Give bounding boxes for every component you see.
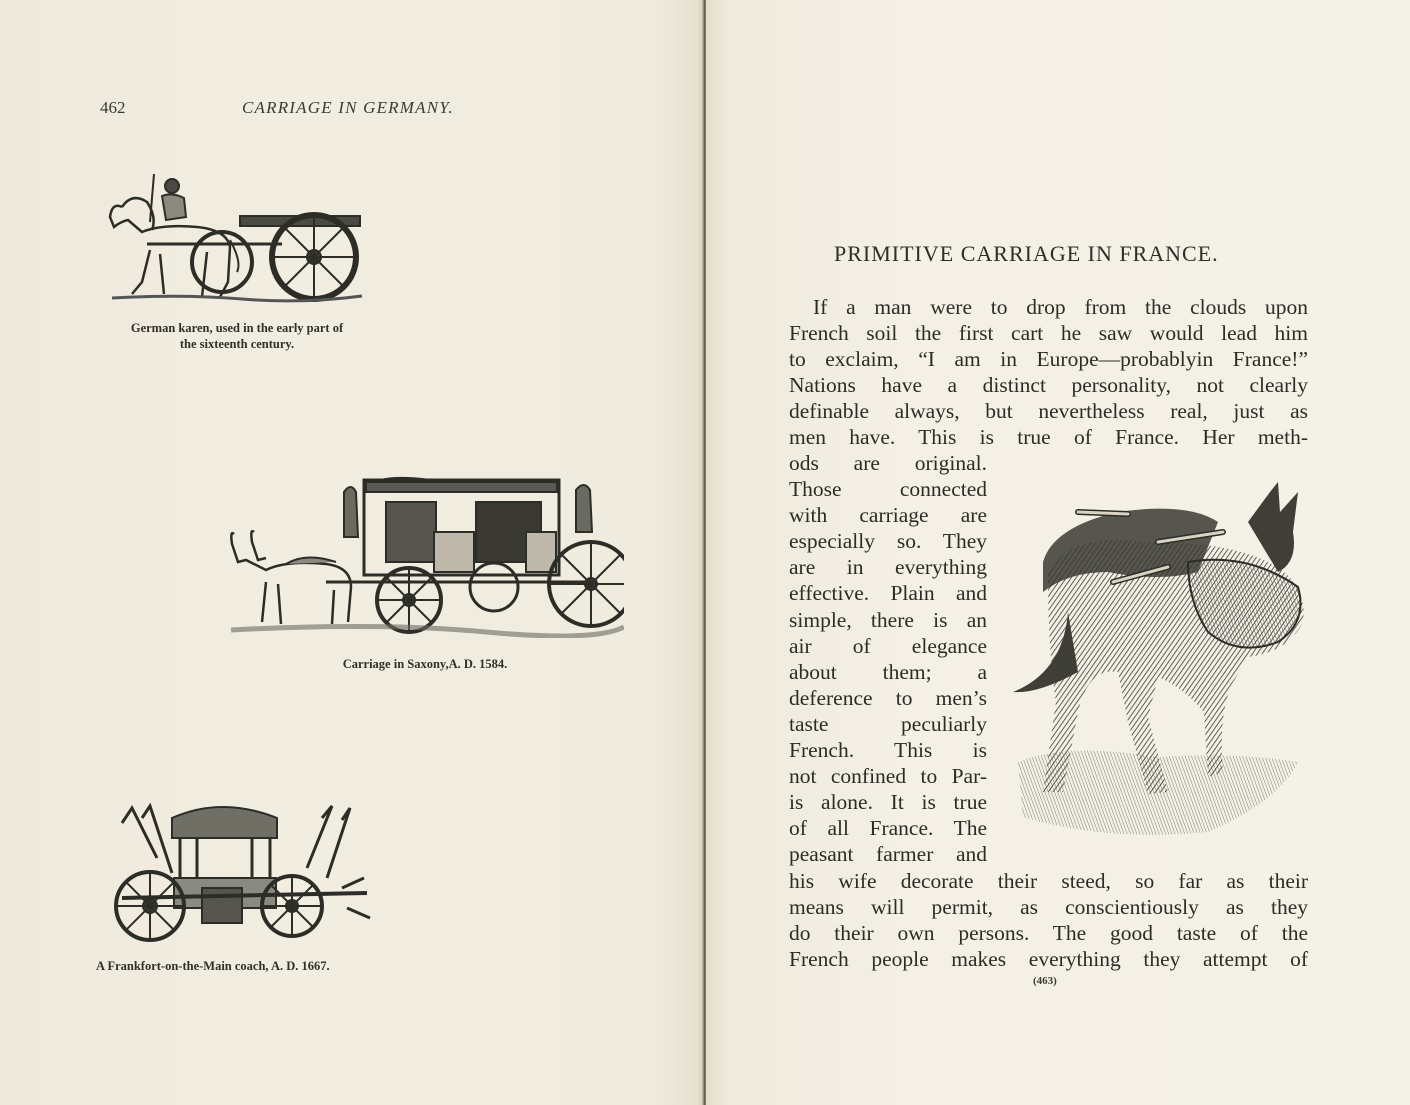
page-number-left: 462 — [100, 98, 126, 117]
text-line: are in everything — [789, 555, 987, 580]
text-line: ods are original. — [789, 451, 987, 475]
text-line: especially so. They — [789, 529, 987, 554]
text-line: to exclaim, “I am in Europe—probablyin France!” — [789, 347, 1308, 372]
body-paragraph-bottom — [789, 868, 1308, 972]
text-line: with carriage are — [789, 503, 987, 528]
text-line: Nations have a distinct personality, not clearly — [789, 373, 1308, 398]
figure-caption-saxony — [300, 656, 550, 672]
text-line: of all France. The — [789, 816, 987, 841]
text-line: taste peculiarly — [789, 711, 987, 736]
text-line: definable always, but nevertheless real, just as — [789, 399, 1308, 424]
text-line: air of elegance — [789, 633, 987, 658]
text-line: do their own persons. The good taste of the — [789, 921, 1308, 946]
text-line: effective. Plain and — [789, 581, 987, 606]
horse-cart-illustration-icon — [102, 172, 368, 306]
text-line: not confined to Par- — [789, 764, 987, 789]
caption-line: the sixteenth century. — [179, 337, 295, 351]
text-line: simple, there is an — [789, 607, 987, 632]
body-paragraph-top — [789, 294, 1308, 451]
text-line: peasant farmer and — [789, 842, 987, 867]
text-line: means will permit, as conscientiously as they — [789, 895, 1308, 920]
running-title: CARRIAGE IN GERMANY. — [242, 98, 454, 117]
coach-illustration-icon — [102, 798, 374, 942]
text-line: If a man were to drop from the clouds upon — [813, 295, 1308, 319]
text-line: about them; a — [789, 659, 987, 684]
pack-mule-illustration-icon — [1008, 472, 1318, 847]
caption-line: Carriage in Saxony,A. D. 1584. — [342, 657, 508, 671]
text-line: is alone. It is true — [789, 790, 987, 815]
horse-carriage-illustration-icon — [226, 472, 624, 638]
figure-caption-karen — [92, 320, 382, 352]
body-paragraph-wrapped — [789, 450, 987, 868]
caption-line: German karen, used in the early part of — [130, 321, 344, 335]
left-page — [0, 0, 704, 1105]
text-line: French soil the first cart he saw would lead him — [789, 321, 1308, 346]
caption-line: A Frankfort-on-the-Main coach, A. D. 1667. — [96, 959, 330, 973]
text-line: men have. This is true of France. Her meth- — [789, 425, 1308, 450]
running-head — [100, 98, 500, 122]
chapter-title: PRIMITIVE CARRIAGE IN FRANCE. — [834, 241, 1219, 266]
text-line: French. This is — [789, 738, 987, 763]
text-line: French people makes everything they attempt of — [789, 947, 1308, 972]
text-line: deference to men’s — [789, 685, 987, 710]
figure-caption-frankfort — [96, 958, 396, 974]
text-line: Those connected — [789, 477, 987, 502]
text-line: his wife decorate their steed, so far as their — [789, 869, 1308, 893]
page-number-right: (463) — [1033, 975, 1057, 987]
